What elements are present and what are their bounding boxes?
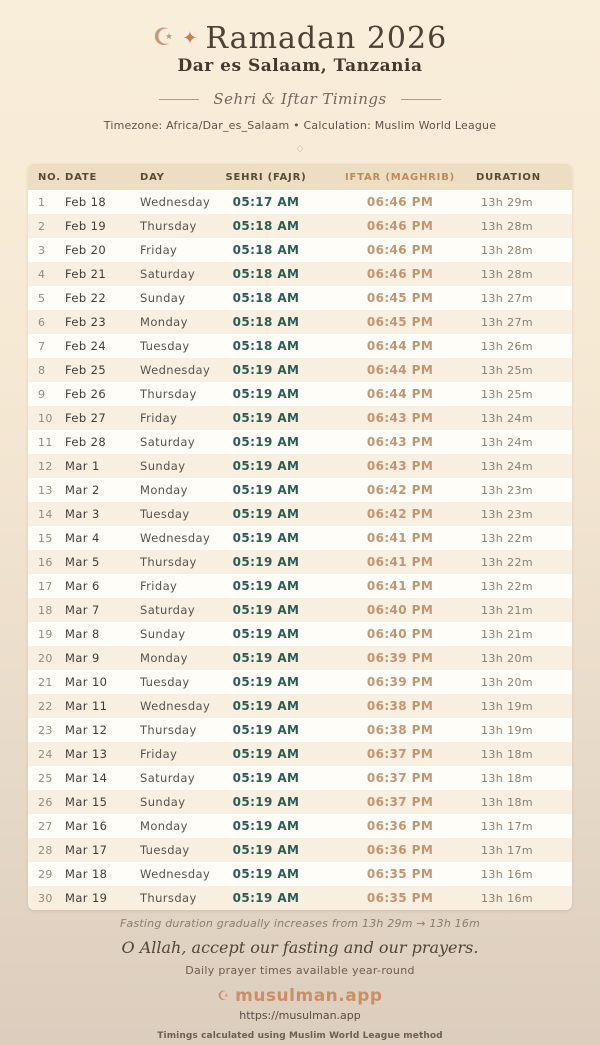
cell-duration: 13h 22m — [481, 579, 533, 593]
cell-duration: 13h 27m — [481, 291, 533, 305]
cell-iftar: 06:38 PM — [366, 723, 434, 737]
cell-iftar: 06:35 PM — [366, 867, 434, 881]
cell-sehri: 05:19 AM — [232, 507, 300, 521]
duration-trend-note: Fasting duration gradually increases from 13h 29m → 13h 16m — [120, 917, 480, 930]
cell-iftar: 06:44 PM — [366, 339, 434, 353]
cell-duration: 13h 18m — [481, 795, 533, 809]
cell-no: 14 — [38, 507, 53, 521]
cell-no: 28 — [38, 843, 53, 857]
table-row — [28, 814, 572, 838]
cell-sehri: 05:19 AM — [232, 795, 300, 809]
cell-no: 12 — [38, 459, 53, 473]
cell-date: Mar 10 — [65, 675, 108, 689]
cell-duration: 13h 28m — [481, 219, 533, 233]
cell-sehri: 05:19 AM — [232, 435, 300, 449]
column-header-day: DAY — [132, 164, 208, 190]
crescent-moon-icon: ☪ — [152, 23, 175, 51]
cell-iftar: 06:43 PM — [366, 435, 434, 449]
cell-iftar: 06:37 PM — [366, 747, 434, 761]
cell-day: Tuesday — [140, 339, 190, 353]
cell-sehri: 05:19 AM — [232, 603, 300, 617]
cell-date: Feb 22 — [65, 291, 107, 305]
cell-day: Wednesday — [140, 363, 211, 377]
table-row — [28, 406, 572, 430]
timetable-body — [28, 190, 572, 910]
cell-iftar: 06:43 PM — [366, 411, 434, 425]
cell-day: Friday — [140, 579, 178, 593]
location-subtitle: Dar es Salaam, Tanzania — [177, 56, 423, 76]
dua-quote: O Allah, accept our fasting and our prayers. — [121, 938, 479, 957]
cell-no: 18 — [38, 603, 53, 617]
cell-duration: 13h 24m — [481, 435, 533, 449]
cell-no: 24 — [38, 747, 53, 761]
cell-duration: 13h 24m — [481, 459, 533, 473]
table-row — [28, 598, 572, 622]
cell-iftar: 06:44 PM — [366, 363, 434, 377]
cell-no: 3 — [38, 243, 46, 257]
sparkle-icon: ✦ — [182, 28, 198, 49]
cell-sehri: 05:18 AM — [232, 267, 300, 281]
cell-duration: 13h 16m — [481, 867, 533, 881]
table-row — [28, 358, 572, 382]
cell-date: Mar 2 — [65, 483, 100, 497]
cell-sehri: 05:19 AM — [232, 363, 300, 377]
table-row — [28, 766, 572, 790]
cell-duration: 13h 27m — [481, 315, 533, 329]
cell-date: Mar 5 — [65, 555, 100, 569]
cell-no: 17 — [38, 579, 53, 593]
title-line — [104, 21, 496, 56]
cell-date: Mar 4 — [65, 531, 100, 545]
cell-day: Tuesday — [140, 507, 190, 521]
cell-sehri: 05:19 AM — [232, 411, 300, 425]
cell-iftar: 06:39 PM — [366, 651, 434, 665]
cell-date: Mar 11 — [65, 699, 108, 713]
cell-iftar: 06:35 PM — [366, 891, 434, 905]
cell-sehri: 05:19 AM — [232, 627, 300, 641]
cell-duration: 13h 17m — [481, 819, 533, 833]
brand-url: https://musulman.app — [239, 1009, 361, 1022]
cell-iftar: 06:42 PM — [366, 483, 434, 497]
timetable-header — [28, 164, 572, 190]
cell-sehri: 05:19 AM — [232, 579, 300, 593]
cell-duration: 13h 21m — [481, 627, 533, 641]
cell-sehri: 05:19 AM — [232, 843, 300, 857]
cell-iftar: 06:43 PM — [366, 459, 434, 473]
cell-no: 15 — [38, 531, 53, 545]
cell-no: 4 — [38, 267, 46, 281]
table-row — [28, 742, 572, 766]
table-row — [28, 262, 572, 286]
cell-sehri: 05:19 AM — [232, 771, 300, 785]
cell-no: 20 — [38, 651, 53, 665]
cell-day: Friday — [140, 243, 178, 257]
table-row — [28, 526, 572, 550]
table-row — [28, 718, 572, 742]
cell-no: 5 — [38, 291, 46, 305]
cell-no: 23 — [38, 723, 53, 737]
column-header-date: DATE — [58, 164, 132, 190]
cell-date: Feb 25 — [65, 363, 107, 377]
column-header-duration: DURATION — [476, 164, 572, 190]
cell-duration: 13h 23m — [481, 507, 533, 521]
cell-day: Friday — [140, 747, 178, 761]
table-row — [28, 502, 572, 526]
right-rule — [401, 99, 441, 100]
cell-duration: 13h 26m — [481, 339, 533, 353]
cell-day: Thursday — [140, 387, 197, 401]
cell-sehri: 05:19 AM — [232, 891, 300, 905]
cell-sehri: 05:18 AM — [232, 243, 300, 257]
cell-day: Friday — [140, 411, 178, 425]
page-header — [104, 0, 496, 154]
diamond-ornament: ◇ — [296, 144, 304, 154]
cell-no: 25 — [38, 771, 53, 785]
cell-duration: 13h 25m — [481, 363, 533, 377]
cell-sehri: 05:19 AM — [232, 531, 300, 545]
cell-date: Mar 3 — [65, 507, 100, 521]
cell-sehri: 05:18 AM — [232, 219, 300, 233]
cell-sehri: 05:19 AM — [232, 555, 300, 569]
cell-duration: 13h 21m — [481, 603, 533, 617]
cell-duration: 13h 17m — [481, 843, 533, 857]
cell-day: Thursday — [140, 723, 197, 737]
cell-date: Mar 9 — [65, 651, 100, 665]
cell-no: 11 — [38, 435, 53, 449]
cell-date: Mar 6 — [65, 579, 100, 593]
cell-no: 7 — [38, 339, 46, 353]
cell-iftar: 06:36 PM — [366, 843, 434, 857]
cell-iftar: 06:40 PM — [366, 603, 434, 617]
table-row — [28, 286, 572, 310]
table-row — [28, 430, 572, 454]
table-row — [28, 454, 572, 478]
left-rule — [159, 99, 199, 100]
cell-no: 26 — [38, 795, 53, 809]
table-row — [28, 238, 572, 262]
table-row — [28, 838, 572, 862]
cell-date: Feb 27 — [65, 411, 107, 425]
cell-sehri: 05:18 AM — [232, 315, 300, 329]
cell-date: Mar 19 — [65, 891, 108, 905]
availability-note: Daily prayer times available year-round — [185, 964, 415, 977]
cell-no: 1 — [38, 195, 46, 209]
cell-sehri: 05:18 AM — [232, 291, 300, 305]
table-row — [28, 382, 572, 406]
cell-duration: 13h 24m — [481, 411, 533, 425]
cell-sehri: 05:19 AM — [232, 387, 300, 401]
cell-sehri: 05:19 AM — [232, 819, 300, 833]
cell-date: Feb 26 — [65, 387, 107, 401]
cell-sehri: 05:19 AM — [232, 459, 300, 473]
table-row — [28, 334, 572, 358]
cell-day: Tuesday — [140, 843, 190, 857]
table-row — [28, 574, 572, 598]
cell-iftar: 06:38 PM — [366, 699, 434, 713]
cell-day: Wednesday — [140, 867, 211, 881]
cell-no: 19 — [38, 627, 53, 641]
cell-day: Saturday — [140, 267, 196, 281]
table-row — [28, 478, 572, 502]
cell-date: Feb 20 — [65, 243, 107, 257]
cell-iftar: 06:41 PM — [366, 555, 434, 569]
cell-date: Feb 21 — [65, 267, 107, 281]
cell-date: Mar 18 — [65, 867, 108, 881]
cell-duration: 13h 19m — [481, 699, 533, 713]
table-row — [28, 694, 572, 718]
cell-iftar: 06:46 PM — [366, 219, 434, 233]
cell-day: Monday — [140, 651, 188, 665]
cell-date: Mar 12 — [65, 723, 108, 737]
cell-day: Saturday — [140, 435, 196, 449]
cell-day: Sunday — [140, 291, 186, 305]
cell-iftar: 06:37 PM — [366, 771, 434, 785]
table-row — [28, 790, 572, 814]
table-row — [28, 622, 572, 646]
cell-day: Sunday — [140, 459, 186, 473]
cell-iftar: 06:46 PM — [366, 195, 434, 209]
cell-day: Thursday — [140, 555, 197, 569]
timings-subtitle: Sehri & Iftar Timings — [213, 90, 387, 108]
column-header-no: NO. — [28, 164, 58, 190]
cell-day: Sunday — [140, 795, 186, 809]
cell-iftar: 06:37 PM — [366, 795, 434, 809]
cell-no: 9 — [38, 387, 46, 401]
cell-sehri: 05:19 AM — [232, 747, 300, 761]
cell-no: 27 — [38, 819, 53, 833]
cell-sehri: 05:18 AM — [232, 339, 300, 353]
cell-duration: 13h 23m — [481, 483, 533, 497]
cell-no: 8 — [38, 363, 46, 377]
cell-iftar: 06:46 PM — [366, 243, 434, 257]
cell-duration: 13h 28m — [481, 267, 533, 281]
cell-day: Wednesday — [140, 195, 211, 209]
table-row — [28, 886, 572, 910]
table-row — [28, 550, 572, 574]
cell-no: 10 — [38, 411, 53, 425]
cell-sehri: 05:19 AM — [232, 483, 300, 497]
table-row — [28, 646, 572, 670]
cell-iftar: 06:42 PM — [366, 507, 434, 521]
cell-date: Mar 7 — [65, 603, 100, 617]
cell-day: Thursday — [140, 219, 197, 233]
cell-duration: 13h 18m — [481, 747, 533, 761]
cell-no: 21 — [38, 675, 53, 689]
cell-date: Mar 15 — [65, 795, 108, 809]
table-row — [28, 310, 572, 334]
cell-no: 6 — [38, 315, 46, 329]
cell-duration: 13h 22m — [481, 555, 533, 569]
cell-duration: 13h 28m — [481, 243, 533, 257]
cell-date: Feb 18 — [65, 195, 107, 209]
timezone-calculation-meta: Timezone: Africa/Dar_es_Salaam • Calculation: Muslim World League — [103, 119, 497, 132]
cell-day: Monday — [140, 819, 188, 833]
cell-iftar: 06:41 PM — [366, 531, 434, 545]
cell-day: Monday — [140, 483, 188, 497]
cell-iftar: 06:44 PM — [366, 387, 434, 401]
cell-no: 16 — [38, 555, 53, 569]
brand-crescent-icon: ☪ — [217, 988, 230, 1004]
cell-day: Thursday — [140, 891, 197, 905]
cell-iftar: 06:40 PM — [366, 627, 434, 641]
cell-date: Feb 23 — [65, 315, 107, 329]
cell-date: Mar 17 — [65, 843, 108, 857]
cell-duration: 13h 19m — [481, 723, 533, 737]
cell-sehri: 05:19 AM — [232, 651, 300, 665]
header-row — [28, 164, 572, 190]
cell-date: Mar 8 — [65, 627, 100, 641]
timetable-card — [28, 164, 572, 910]
cell-duration: 13h 20m — [481, 675, 533, 689]
cell-day: Sunday — [140, 627, 186, 641]
column-header-sehri: SEHRI (FAJR) — [208, 164, 324, 190]
cell-day: Monday — [140, 315, 188, 329]
cell-date: Mar 14 — [65, 771, 108, 785]
table-row — [28, 862, 572, 886]
cell-duration: 13h 25m — [481, 387, 533, 401]
page-title: Ramadan 2026 — [205, 21, 448, 56]
column-header-iftar: IFTAR (MAGHRIB) — [324, 164, 476, 190]
calculation-method-note: Timings calculated using Muslim World League method — [157, 1031, 443, 1041]
cell-day: Saturday — [140, 603, 196, 617]
cell-no: 2 — [38, 219, 46, 233]
cell-duration: 13h 20m — [481, 651, 533, 665]
cell-sehri: 05:19 AM — [232, 723, 300, 737]
cell-no: 22 — [38, 699, 53, 713]
brand-name: musulman.app — [235, 986, 383, 1006]
cell-day: Tuesday — [140, 675, 190, 689]
table-row — [28, 190, 572, 214]
cell-no: 29 — [38, 867, 53, 881]
cell-iftar: 06:41 PM — [366, 579, 434, 593]
cell-no: 13 — [38, 483, 53, 497]
page-footer — [120, 917, 480, 1041]
cell-no: 30 — [38, 891, 53, 905]
cell-iftar: 06:36 PM — [366, 819, 434, 833]
cell-date: Mar 1 — [65, 459, 100, 473]
brand-line — [120, 986, 480, 1006]
cell-day: Wednesday — [140, 699, 211, 713]
cell-day: Saturday — [140, 771, 196, 785]
cell-iftar: 06:45 PM — [366, 315, 434, 329]
cell-day: Wednesday — [140, 531, 211, 545]
table-row — [28, 214, 572, 238]
cell-iftar: 06:39 PM — [366, 675, 434, 689]
cell-date: Feb 28 — [65, 435, 107, 449]
cell-iftar: 06:45 PM — [366, 291, 434, 305]
cell-sehri: 05:19 AM — [232, 699, 300, 713]
table-row — [28, 670, 572, 694]
cell-duration: 13h 18m — [481, 771, 533, 785]
cell-duration: 13h 22m — [481, 531, 533, 545]
cell-iftar: 06:46 PM — [366, 267, 434, 281]
cell-sehri: 05:17 AM — [232, 195, 300, 209]
subtitle-row — [104, 90, 496, 108]
cell-sehri: 05:19 AM — [232, 675, 300, 689]
cell-date: Mar 13 — [65, 747, 108, 761]
cell-sehri: 05:19 AM — [232, 867, 300, 881]
cell-date: Feb 24 — [65, 339, 107, 353]
cell-date: Feb 19 — [65, 219, 107, 233]
cell-date: Mar 16 — [65, 819, 108, 833]
cell-duration: 13h 29m — [481, 195, 533, 209]
timetable — [28, 164, 572, 910]
cell-duration: 13h 16m — [481, 891, 533, 905]
